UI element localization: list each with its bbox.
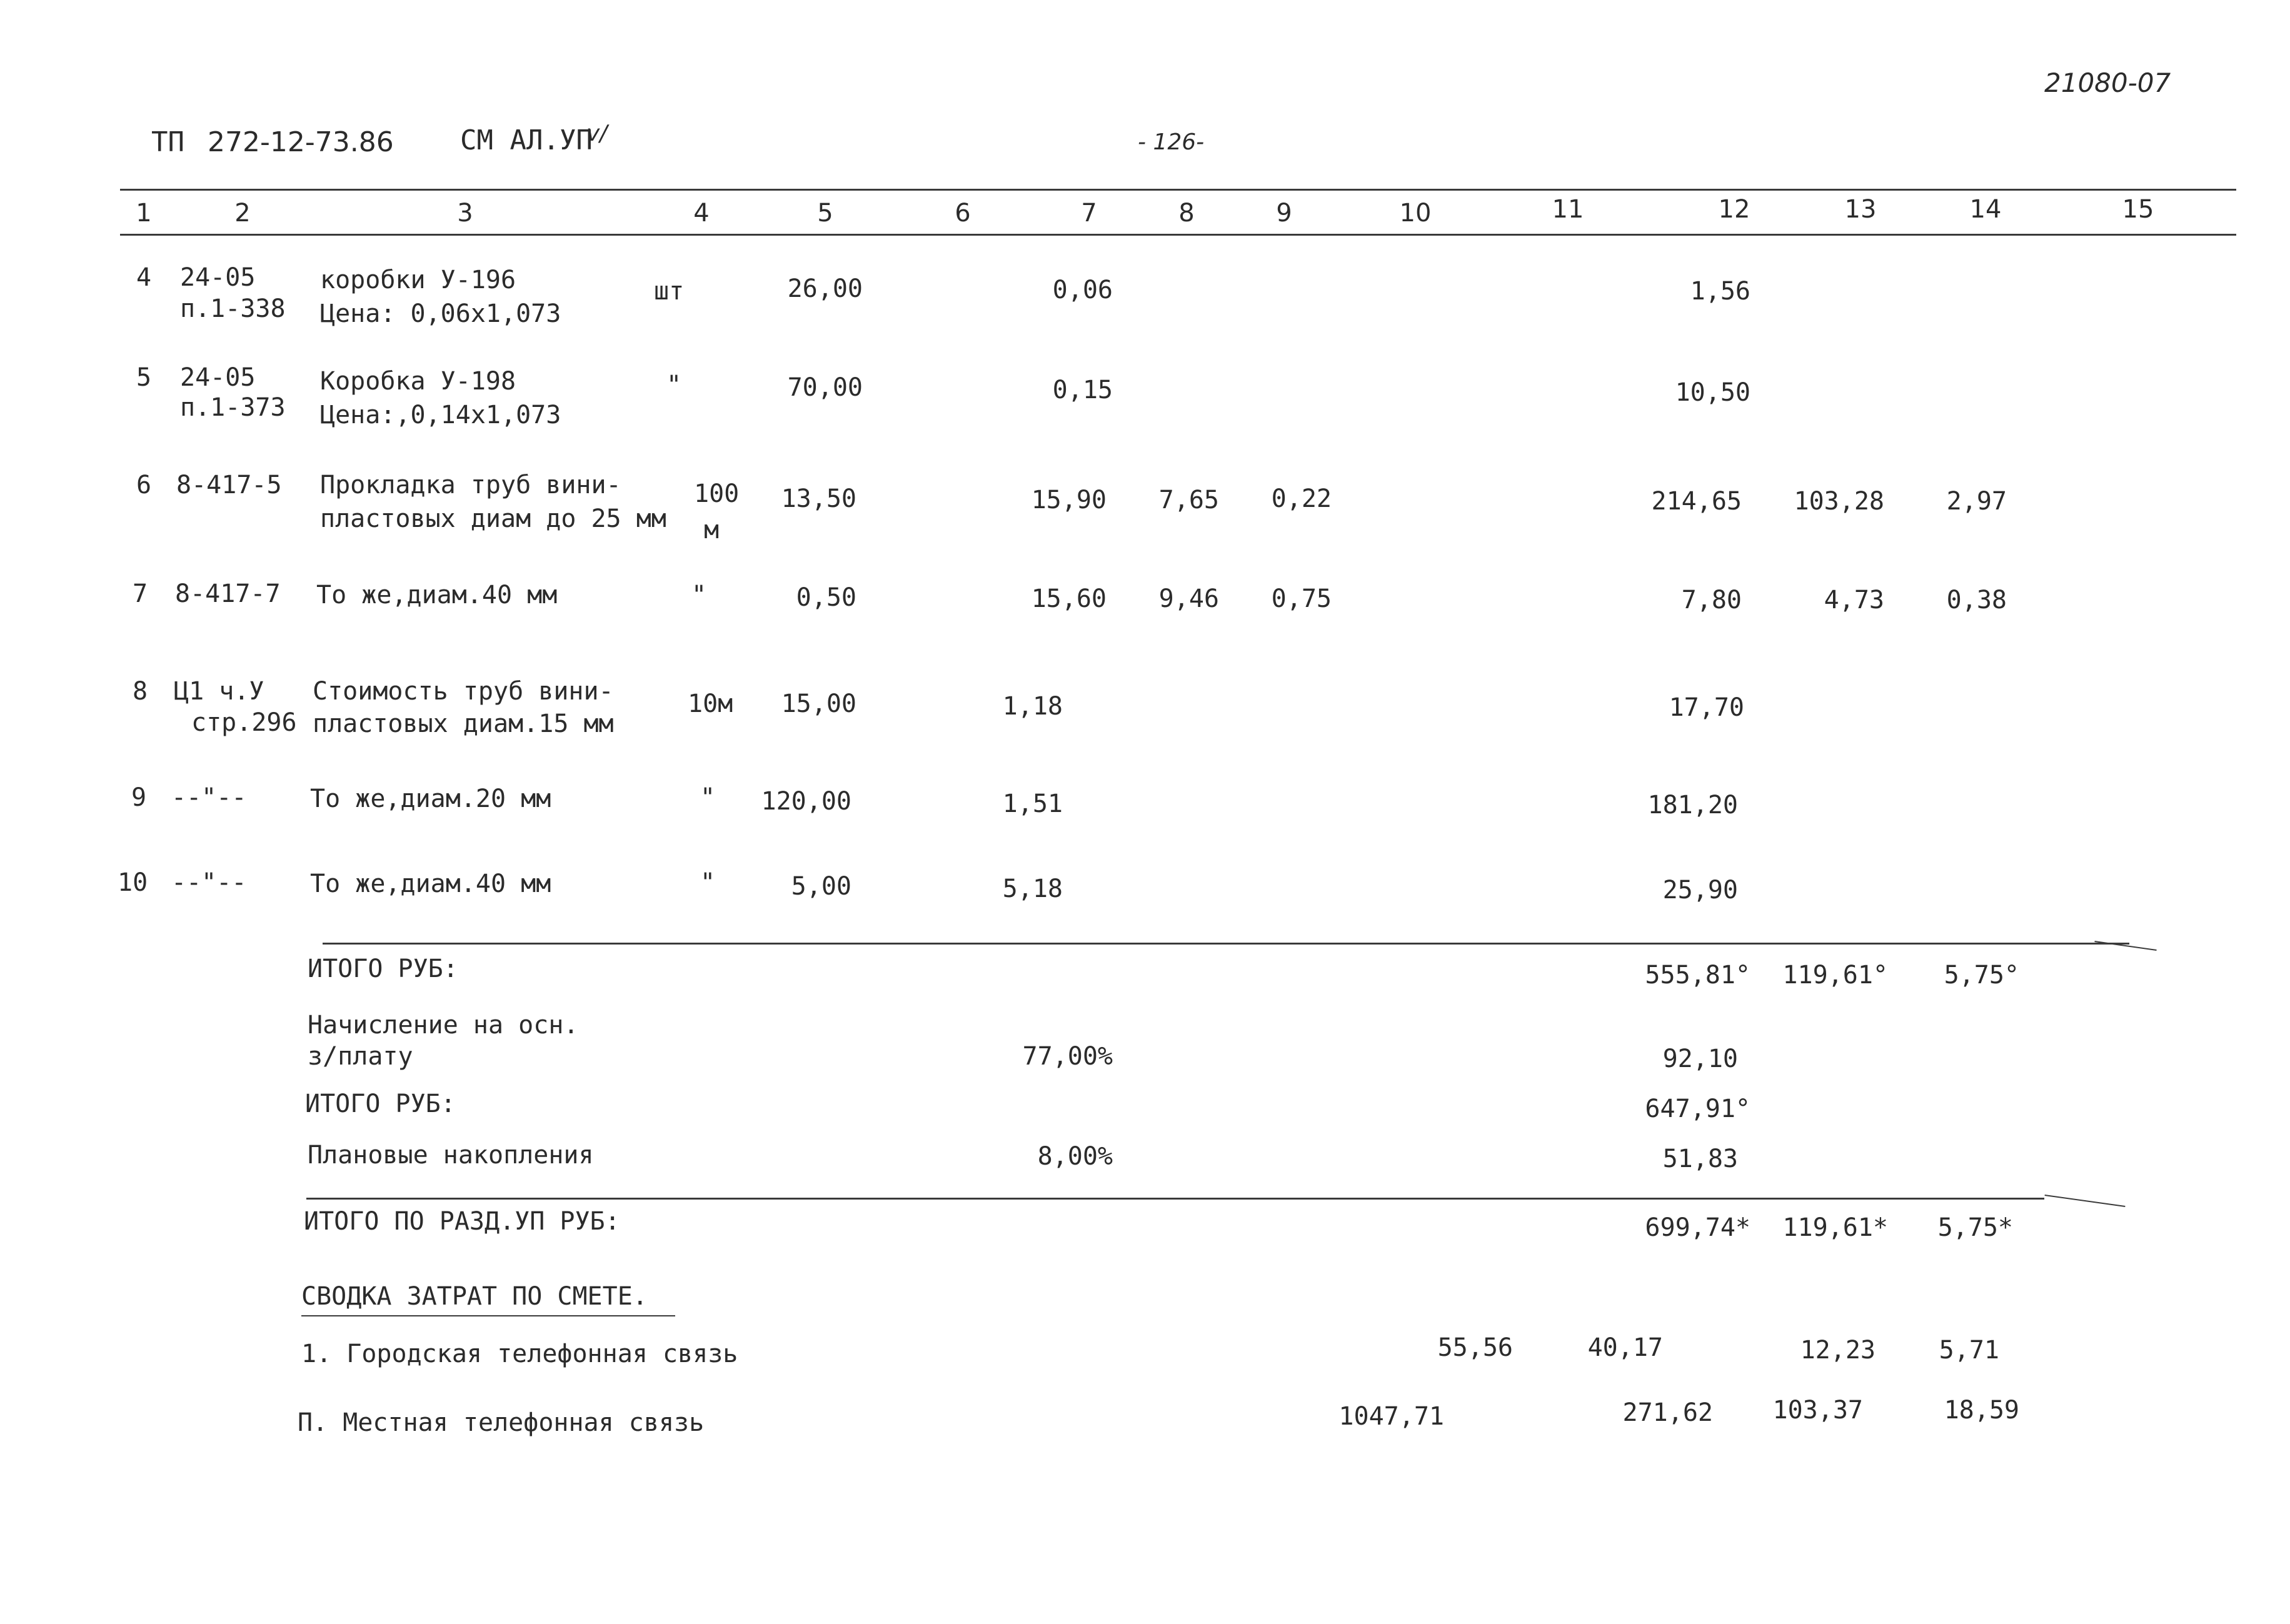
row-qty: 15,00: [781, 689, 856, 718]
planned-savings-label: Плановые накопления: [308, 1141, 594, 1170]
sm-label: СМ АЛ.УП: [460, 124, 593, 156]
row-price: 5,18: [1002, 875, 1063, 903]
header-bottom-rule: [120, 234, 2236, 236]
row-name-2: пластовых диам до 25 мм: [320, 504, 666, 533]
col-header-8: 8: [1178, 199, 1195, 228]
row-total: 7,80: [1681, 586, 1742, 614]
row-qty: 70,00: [787, 373, 863, 402]
row-unit: шт: [654, 277, 685, 306]
row-col9: 0,75: [1271, 584, 1332, 613]
row-col13: 103,28: [1794, 487, 1884, 516]
row-price: 1,51: [1002, 789, 1063, 818]
row-price: 1,18: [1002, 692, 1063, 721]
tp-number: 272-12-73.86: [208, 126, 394, 158]
section-total-rule-tail: [2044, 1195, 2125, 1207]
row-col8: 7,65: [1158, 486, 1219, 514]
row-unit: ": [700, 868, 716, 897]
planned-savings-percent: 8,00%: [1037, 1142, 1113, 1171]
row-total: 17,70: [1669, 693, 1744, 722]
section-total-col14: 5,75*: [1937, 1213, 2013, 1242]
sm-mark: v/: [586, 121, 608, 146]
col-header-14: 14: [1969, 195, 2002, 224]
section-total-rule: [306, 1198, 2044, 1200]
col-header-4: 4: [693, 199, 710, 228]
summary-item-2-value-1: 1047,71: [1338, 1402, 1444, 1431]
header-top-rule: [120, 189, 2236, 191]
row-name: То же,диам.20 мм: [310, 784, 551, 813]
row-code-2: стр.296: [191, 708, 297, 737]
row-code: Ц1 ч.У: [174, 677, 264, 706]
itogo-2-total: 647,91°: [1645, 1095, 1750, 1123]
col-header-1: 1: [136, 199, 152, 228]
row-number: 4: [136, 263, 152, 292]
itogo-total: 555,81°: [1645, 961, 1750, 990]
row-col8: 9,46: [1158, 584, 1219, 613]
row-col13: 4,73: [1824, 586, 1884, 614]
row-name-2: Цена:,0,14х1,073: [320, 401, 561, 429]
row-number: 7: [133, 579, 148, 608]
row-price: 0,15: [1052, 376, 1113, 404]
row-number: 8: [133, 677, 148, 706]
row-code: 24-05: [180, 263, 256, 292]
row-number: 9: [131, 783, 147, 812]
accrual-label-2: з/плату: [308, 1042, 413, 1071]
itogo-col13: 119,61°: [1782, 961, 1888, 990]
row-name: Стоимость труб вини-: [313, 677, 614, 706]
col-header-13: 13: [1844, 195, 1877, 224]
row-total: 10,50: [1675, 378, 1750, 407]
row-price: 15,90: [1031, 486, 1107, 514]
col-header-12: 12: [1718, 195, 1750, 224]
row-qty: 26,00: [787, 274, 863, 303]
row-total: 25,90: [1662, 876, 1738, 905]
row-code: 24-05: [180, 363, 256, 392]
row-total: 1,56: [1690, 277, 1750, 306]
row-col9: 0,22: [1271, 484, 1332, 513]
row-unit: ": [700, 783, 716, 812]
summary-item-1-value-2: 40,17: [1587, 1333, 1663, 1362]
summary-title: СВОДКА ЗАТРАТ ПО СМЕТЕ.: [301, 1282, 648, 1311]
col-header-5: 5: [817, 199, 833, 228]
summary-item-1-label: 1. Городская телефонная связь: [301, 1340, 738, 1368]
accrual-label: Начисление на осн.: [308, 1011, 579, 1040]
summary-item-2-label: П. Местная телефонная связь: [298, 1408, 705, 1437]
col-header-3: 3: [457, 199, 473, 228]
row-name: коробки У-196: [320, 266, 516, 294]
summary-item-1-value-4: 5,71: [1939, 1336, 1999, 1365]
col-header-10: 10: [1399, 199, 1432, 228]
row-col14: 2,97: [1946, 487, 2007, 516]
accrual-percent: 77,00%: [1022, 1042, 1113, 1071]
itogo-col14: 5,75°: [1944, 961, 2019, 990]
row-name: Коробка У-198: [320, 367, 516, 396]
row-name-2: Цена: 0,06х1,073: [320, 299, 561, 328]
summary-item-2-value-4: 18,59: [1944, 1396, 2019, 1425]
col-header-2: 2: [234, 199, 251, 228]
summary-item-1-value-1: 55,56: [1437, 1333, 1513, 1362]
row-code: 8-417-5: [176, 471, 282, 499]
row-qty: 13,50: [781, 484, 856, 513]
itogo-2-label: ИТОГО РУБ:: [305, 1090, 456, 1118]
col-header-9: 9: [1276, 199, 1292, 228]
row-code: 8-417-7: [175, 579, 281, 608]
row-code-2: п.1-338: [180, 294, 286, 323]
tp-label: ТП: [151, 126, 184, 158]
section-total-label: ИТОГО ПО РАЗД.УП РУБ:: [304, 1207, 620, 1236]
row-name: То же,диам.40 мм: [316, 581, 558, 609]
itogo-label: ИТОГО РУБ:: [308, 955, 458, 983]
col-header-15: 15: [2122, 195, 2154, 224]
summary-item-2-value-3: 103,37: [1772, 1396, 1863, 1425]
row-price: 0,06: [1052, 276, 1113, 304]
row-number: 6: [136, 471, 152, 499]
row-name: Прокладка труб вини-: [320, 471, 621, 499]
row-unit: 100: [694, 479, 740, 508]
summary-title-underline: [301, 1315, 675, 1316]
row-code: --"--: [171, 783, 247, 812]
row-name-2: пластовых диам.15 мм: [313, 709, 614, 738]
totals-top-rule: [323, 943, 2129, 945]
page-mark: - 126-: [1138, 129, 1205, 155]
col-header-7: 7: [1081, 199, 1097, 228]
row-total: 214,65: [1651, 487, 1742, 516]
row-number: 10: [118, 868, 148, 897]
summary-item-2-value-2: 271,62: [1622, 1398, 1713, 1427]
section-total: 699,74*: [1645, 1213, 1750, 1242]
row-unit: 10м: [688, 689, 733, 718]
planned-savings-total: 51,83: [1662, 1145, 1738, 1173]
row-qty: 5,00: [791, 872, 851, 901]
row-col14: 0,38: [1946, 586, 2007, 614]
row-qty: 0,50: [796, 583, 856, 612]
row-price: 15,60: [1031, 584, 1107, 613]
row-unit: ": [691, 581, 707, 609]
row-code: --"--: [171, 868, 247, 897]
row-unit: ": [666, 371, 682, 399]
document-code: 21080-07: [2044, 68, 2171, 98]
row-total: 181,20: [1647, 791, 1738, 820]
col-header-11: 11: [1552, 195, 1584, 224]
row-name: То же,диам.40 мм: [310, 870, 551, 898]
section-total-col13: 119,61*: [1782, 1213, 1888, 1242]
accrual-total: 92,10: [1662, 1045, 1738, 1073]
row-code-2: п.1-373: [180, 393, 286, 422]
col-header-6: 6: [955, 199, 971, 228]
row-qty: 120,00: [761, 787, 851, 816]
row-number: 5: [136, 363, 152, 392]
row-unit-2: м: [704, 516, 720, 544]
summary-item-1-value-3: 12,23: [1800, 1336, 1876, 1365]
